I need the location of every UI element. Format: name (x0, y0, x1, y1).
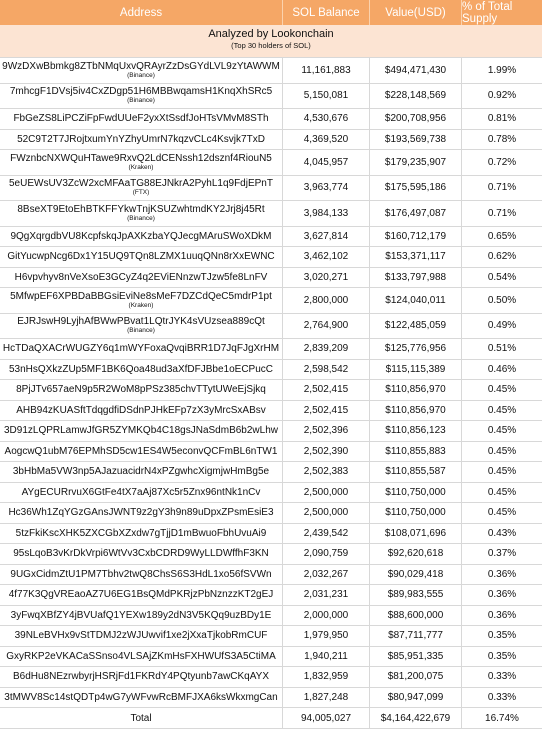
address-cell (0, 339, 283, 359)
wallet-address[interactable]: 5tzFkiKscXHK5ZXCGbXZxdw7gTjjD1mBwuoFbhUvuAi9 (15, 527, 267, 539)
table-row (0, 442, 542, 463)
value-usd-cell: $110,750,000 (370, 483, 462, 503)
table-row (0, 84, 542, 110)
table-row (0, 667, 542, 688)
pct-supply-cell: 0.71% (487, 207, 517, 219)
value-usd-cell: $80,947,099 (370, 688, 462, 708)
value-usd-cell: $160,712,179 (370, 227, 462, 247)
banner-subtitle: (Top 30 holders of SOL) (231, 41, 311, 50)
table-row (0, 247, 542, 268)
table-header (0, 0, 542, 25)
sol-balance-cell: 2,839,209 (283, 339, 370, 359)
wallet-address[interactable]: 5MfwpEF6XPBDaBBGsiEviNe8sMeF7DZCdQeC5mdrP1pt (10, 290, 272, 302)
address-cell (0, 626, 283, 646)
value-usd-cell: $85,951,335 (370, 647, 462, 667)
wallet-address[interactable]: FbGeZS8LiPCZiFpFwdUUeF2yxXtSsdfJoHTsVMvM8STh (13, 113, 269, 125)
table-row (0, 227, 542, 248)
pct-supply-cell: 0.45% (487, 507, 517, 519)
wallet-address[interactable]: 52C9T2T7JRojtxumYnYZhyUmrN7kqzvCLc4Ksvjk7TxD (17, 133, 265, 145)
wallet-address[interactable]: AHB94zKUASftTdqgdfiDSdnPJHkEFp7zX3yMrcSxABsv (16, 404, 266, 416)
table-row (0, 401, 542, 422)
header-address: Address (0, 0, 283, 25)
address-cell (0, 585, 283, 605)
address-cell (0, 544, 283, 564)
value-usd-cell: $125,776,956 (370, 339, 462, 359)
pct-supply-cell: 0.43% (487, 527, 517, 539)
total-sol: 94,005,027 (283, 708, 370, 728)
exchange-label: (Binance) (127, 327, 155, 335)
address-cell (0, 442, 283, 462)
table-row (0, 130, 542, 151)
table-row (0, 524, 542, 545)
table-row (0, 606, 542, 627)
wallet-address[interactable]: 5eUEWsUV3ZcW2xcMFAaTG88EJNkrA2PyhL1q9FdjEPnT (9, 178, 273, 190)
pct-supply-cell: 0.36% (487, 589, 517, 601)
sol-balance-cell: 4,045,957 (283, 150, 370, 175)
value-usd-cell: $110,856,123 (370, 421, 462, 441)
address-cell (0, 150, 283, 175)
pct-supply-cell: 0.36% (487, 568, 517, 580)
sol-balance-cell: 2,502,390 (283, 442, 370, 462)
table-row (0, 462, 542, 483)
pct-supply-cell: 1.99% (487, 64, 517, 76)
total-pct: 16.74% (485, 712, 519, 724)
exchange-label: (Binance) (127, 97, 155, 105)
table-row (0, 109, 542, 130)
value-usd-cell: $193,569,738 (370, 130, 462, 150)
wallet-address[interactable]: 4f77K3QgVREaoAZ7U6EG1BsQMdPKRjzPbNznzzKT2gEJ (8, 589, 274, 601)
pct-supply-cell: 0.71% (487, 182, 517, 194)
value-usd-cell: $110,750,000 (370, 503, 462, 523)
value-usd-cell: $153,371,117 (370, 247, 462, 267)
value-usd-cell: $200,708,956 (370, 109, 462, 129)
address-cell (0, 688, 283, 708)
value-usd-cell: $81,200,075 (370, 667, 462, 687)
pct-supply-cell: 0.35% (487, 650, 517, 662)
address-cell (0, 84, 283, 109)
table-row (0, 58, 542, 84)
value-usd-cell: $110,855,587 (370, 462, 462, 482)
value-usd-cell: $124,040,011 (370, 288, 462, 313)
sol-balance-cell: 1,827,248 (283, 688, 370, 708)
sol-balance-cell: 2,090,759 (283, 544, 370, 564)
address-cell (0, 380, 283, 400)
pct-supply-cell: 0.45% (487, 486, 517, 498)
pct-supply-cell: 0.62% (487, 251, 517, 263)
address-cell (0, 227, 283, 247)
table-row (0, 150, 542, 176)
pct-supply-cell: 0.78% (487, 133, 517, 145)
wallet-address[interactable]: HcTDaQXACrWUGZY6q1mWYFoxaQvqiBRR1D7JqFJgXrHM (2, 343, 280, 355)
exchange-label: (Binance) (127, 214, 155, 222)
header-pct-supply: % of Total Supply (462, 0, 513, 25)
table-row (0, 688, 542, 709)
value-usd-cell: $92,620,618 (370, 544, 462, 564)
sol-balance-cell: 2,031,231 (283, 585, 370, 605)
address-cell (0, 647, 283, 667)
table-body (0, 58, 542, 708)
value-usd-cell: $175,595,186 (370, 176, 462, 201)
table-row (0, 268, 542, 289)
pct-supply-cell: 0.36% (487, 609, 517, 621)
exchange-label: (Kraken) (128, 301, 154, 309)
wallet-address[interactable]: 3yFwqXBfZY4jBVUafQ1YEXw189y2dN3V5KQq9uzBDy1E (10, 609, 272, 621)
pct-supply-cell: 0.51% (487, 343, 517, 355)
sol-balance-cell: 1,940,211 (283, 647, 370, 667)
table-row (0, 483, 542, 504)
value-usd-cell: $494,471,430 (370, 58, 462, 83)
address-cell (0, 176, 283, 201)
value-usd-cell: $179,235,907 (370, 150, 462, 175)
address-cell (0, 130, 283, 150)
wallet-address[interactable]: H6vpvhyv8nVeXsoE3GCyZ4q2EViENnzwTJzw5fe8LnFV (14, 271, 268, 283)
sol-balance-cell: 2,502,383 (283, 462, 370, 482)
table-row (0, 421, 542, 442)
table-row (0, 176, 542, 202)
sol-balance-cell: 11,161,883 (283, 58, 370, 83)
address-cell (0, 58, 283, 83)
total-label: Total (0, 708, 283, 728)
total-value: $4,164,422,679 (370, 708, 462, 728)
sol-balance-cell: 4,530,676 (283, 109, 370, 129)
value-usd-cell: $110,856,970 (370, 380, 462, 400)
address-cell (0, 483, 283, 503)
address-cell (0, 462, 283, 482)
value-usd-cell: $110,856,970 (370, 401, 462, 421)
wallet-address[interactable]: 3bHbMa5VW3np5AJazuacidrN4xPZgwhcXigmjwHmBg5e (12, 466, 270, 478)
sol-balance-cell: 3,963,774 (283, 176, 370, 201)
pct-supply-cell: 0.33% (487, 671, 517, 683)
wallet-address[interactable]: Hc36Wh1ZqYGzGAnsJWNT9z2gY3h9n89uDpxZPsmEsiE3 (8, 507, 274, 519)
sol-balance-cell: 2,500,000 (283, 503, 370, 523)
exchange-label: (Kraken) (128, 163, 154, 171)
wallet-address[interactable]: AogcwQ1ubM76EPMhSD5cw1ES4W5econvQCFmBL6nTW1 (4, 445, 278, 457)
wallet-address[interactable]: 8PjJTv657aeN9p5R2WoM8pPSz385chvTTytUWeEjSjkq (16, 384, 266, 396)
sol-balance-cell: 2,800,000 (283, 288, 370, 313)
sol-balance-cell: 5,150,081 (283, 84, 370, 109)
address-cell (0, 360, 283, 380)
address-cell (0, 268, 283, 288)
sol-balance-cell: 2,032,267 (283, 565, 370, 585)
exchange-label: (Binance) (127, 71, 155, 79)
sol-balance-cell: 3,462,102 (283, 247, 370, 267)
value-usd-cell: $228,148,569 (370, 84, 462, 109)
wallet-address[interactable]: EJRJswH9LyjhAfBWwPBvat1LQtrJYK4sVUzsea889cQt (17, 316, 265, 328)
wallet-address[interactable]: 53nHsQXkzZUp5MF1BK6Qoa48ud3aXfDFJBbe1oECPucC (8, 363, 274, 375)
wallet-address[interactable]: GitYucwpNcg6Dx1Y15UQ9TQn8LZMX1uuqQNn8rXxEWNC (7, 251, 275, 263)
pct-supply-cell: 0.49% (487, 320, 517, 332)
sol-balance-cell: 1,979,950 (283, 626, 370, 646)
value-usd-cell: $87,711,777 (370, 626, 462, 646)
pct-supply-cell: 0.50% (487, 294, 517, 306)
table-row (0, 201, 542, 227)
table-row (0, 626, 542, 647)
exchange-label: (FTX) (132, 189, 150, 197)
address-cell (0, 667, 283, 687)
pct-supply-cell: 0.72% (487, 156, 517, 168)
table-row (0, 544, 542, 565)
sol-balance-cell: 3,627,814 (283, 227, 370, 247)
address-cell (0, 314, 283, 339)
pct-supply-cell: 0.37% (487, 548, 517, 560)
sol-balance-cell: 2,502,415 (283, 401, 370, 421)
table-row (0, 339, 542, 360)
table-row (0, 647, 542, 668)
wallet-address[interactable]: 3D91zLQPRLamwJfGR5ZYMKQb4C18gsJNaSdmB6b2wLhw (3, 425, 278, 437)
wallet-address[interactable]: 9QgXqrgdbVU8KcpfskqJpAXKzbaYQJecgMAruSWoXDkM (10, 230, 272, 242)
value-usd-cell: $115,115,389 (370, 360, 462, 380)
sol-balance-cell: 2,764,900 (283, 314, 370, 339)
address-cell (0, 524, 283, 544)
value-usd-cell: $176,497,087 (370, 201, 462, 226)
wallet-address[interactable]: 9UGxCidmZtU1PM7Tbhv2twQ8ChsS6S3HdL1xo56fSVWn (10, 568, 272, 580)
table-row (0, 503, 542, 524)
pct-supply-cell: 0.45% (487, 384, 517, 396)
wallet-address[interactable]: 3tMWV8Sc14stQDTp4wG7yWFvwRcBMFJXA6ksWkxmgCan (4, 691, 278, 703)
sol-balance-cell: 4,369,520 (283, 130, 370, 150)
pct-supply-cell: 0.35% (487, 630, 517, 642)
table-row (0, 585, 542, 606)
value-usd-cell: $133,797,988 (370, 268, 462, 288)
sol-balance-cell: 2,502,396 (283, 421, 370, 441)
sol-balance-cell: 2,502,415 (283, 380, 370, 400)
pct-supply-cell: 0.45% (487, 425, 517, 437)
pct-supply-cell: 0.81% (487, 113, 517, 125)
wallet-address[interactable]: 95sLqoB3vKrDkVrpi6WtVv3CxbCDRD9WyLLDWffhF3KN (13, 548, 269, 560)
pct-supply-cell: 0.45% (487, 466, 517, 478)
header-value-usd: Value(USD) (370, 0, 462, 25)
pct-supply-cell: 0.33% (487, 691, 517, 703)
address-cell (0, 401, 283, 421)
table-row (0, 360, 542, 381)
table-row (0, 380, 542, 401)
sol-balance-cell: 2,000,000 (283, 606, 370, 626)
pct-supply-cell: 0.45% (487, 404, 517, 416)
sol-balance-cell: 2,500,000 (283, 483, 370, 503)
address-cell (0, 109, 283, 129)
address-cell (0, 288, 283, 313)
address-cell (0, 606, 283, 626)
wallet-address[interactable]: GxyRKP2eVKACaSSnso4VLSAjZKmHsFXHWUfS3A5CtiMA (6, 650, 276, 662)
value-usd-cell: $90,029,418 (370, 565, 462, 585)
pct-supply-cell: 0.54% (487, 271, 517, 283)
wallet-address[interactable]: 8BseXT9EtoEhBTKFFYkwTnjKSUZwhtmdKY2Jrj8j45Rt (17, 203, 265, 215)
value-usd-cell: $108,071,696 (370, 524, 462, 544)
wallet-address[interactable]: 39NLeBVHx9vStTDMJ2zWJUwvif1xe2jXxaTjkobRmCUF (14, 630, 268, 642)
pct-supply-cell: 0.92% (487, 90, 517, 102)
wallet-address[interactable]: 9WzDXwBbmkg8ZTbNMqUxvQRAyrZzDsGYdLVL9zYtAWWM (2, 60, 280, 72)
address-cell (0, 421, 283, 441)
value-usd-cell: $88,600,000 (370, 606, 462, 626)
value-usd-cell: $89,983,555 (370, 585, 462, 605)
sol-balance-cell: 3,020,271 (283, 268, 370, 288)
wallet-address[interactable]: FWznbcNXWQuHTawe9RxvQ2LdCENssh12dsznf4RiouN5 (10, 152, 272, 164)
wallet-address[interactable]: AYgECURrvuX6GtFe4tX7aAj87Xc5r5Znx96ntNk1nCv (21, 486, 261, 498)
header-sol-balance: SOL Balance (283, 0, 370, 25)
address-cell (0, 503, 283, 523)
analysis-banner (0, 25, 542, 58)
address-cell (0, 247, 283, 267)
sol-balance-cell: 3,984,133 (283, 201, 370, 226)
banner-title: Analyzed by Lookonchain (208, 28, 334, 40)
table-row (0, 314, 542, 340)
pct-supply-cell: 0.65% (487, 230, 517, 242)
pct-supply-cell: 0.45% (487, 445, 517, 457)
pct-supply-cell: 0.46% (487, 363, 517, 375)
table-row (0, 565, 542, 586)
total-row (0, 708, 542, 729)
table-row (0, 288, 542, 314)
sol-balance-cell: 2,598,542 (283, 360, 370, 380)
value-usd-cell: $122,485,059 (370, 314, 462, 339)
address-cell (0, 201, 283, 226)
wallet-address[interactable]: B6dHu8NEzrwbyrjHSRjFd1FKRdY4PQtyunb7awCKqAYX (12, 671, 270, 683)
value-usd-cell: $110,855,883 (370, 442, 462, 462)
sol-balance-cell: 2,439,542 (283, 524, 370, 544)
address-cell (0, 565, 283, 585)
wallet-address[interactable]: 7mhcgF1DVsj5iv4CxZDgp51H6MBBwqamsH1KnqXhSRc5 (9, 86, 273, 98)
sol-balance-cell: 1,832,959 (283, 667, 370, 687)
